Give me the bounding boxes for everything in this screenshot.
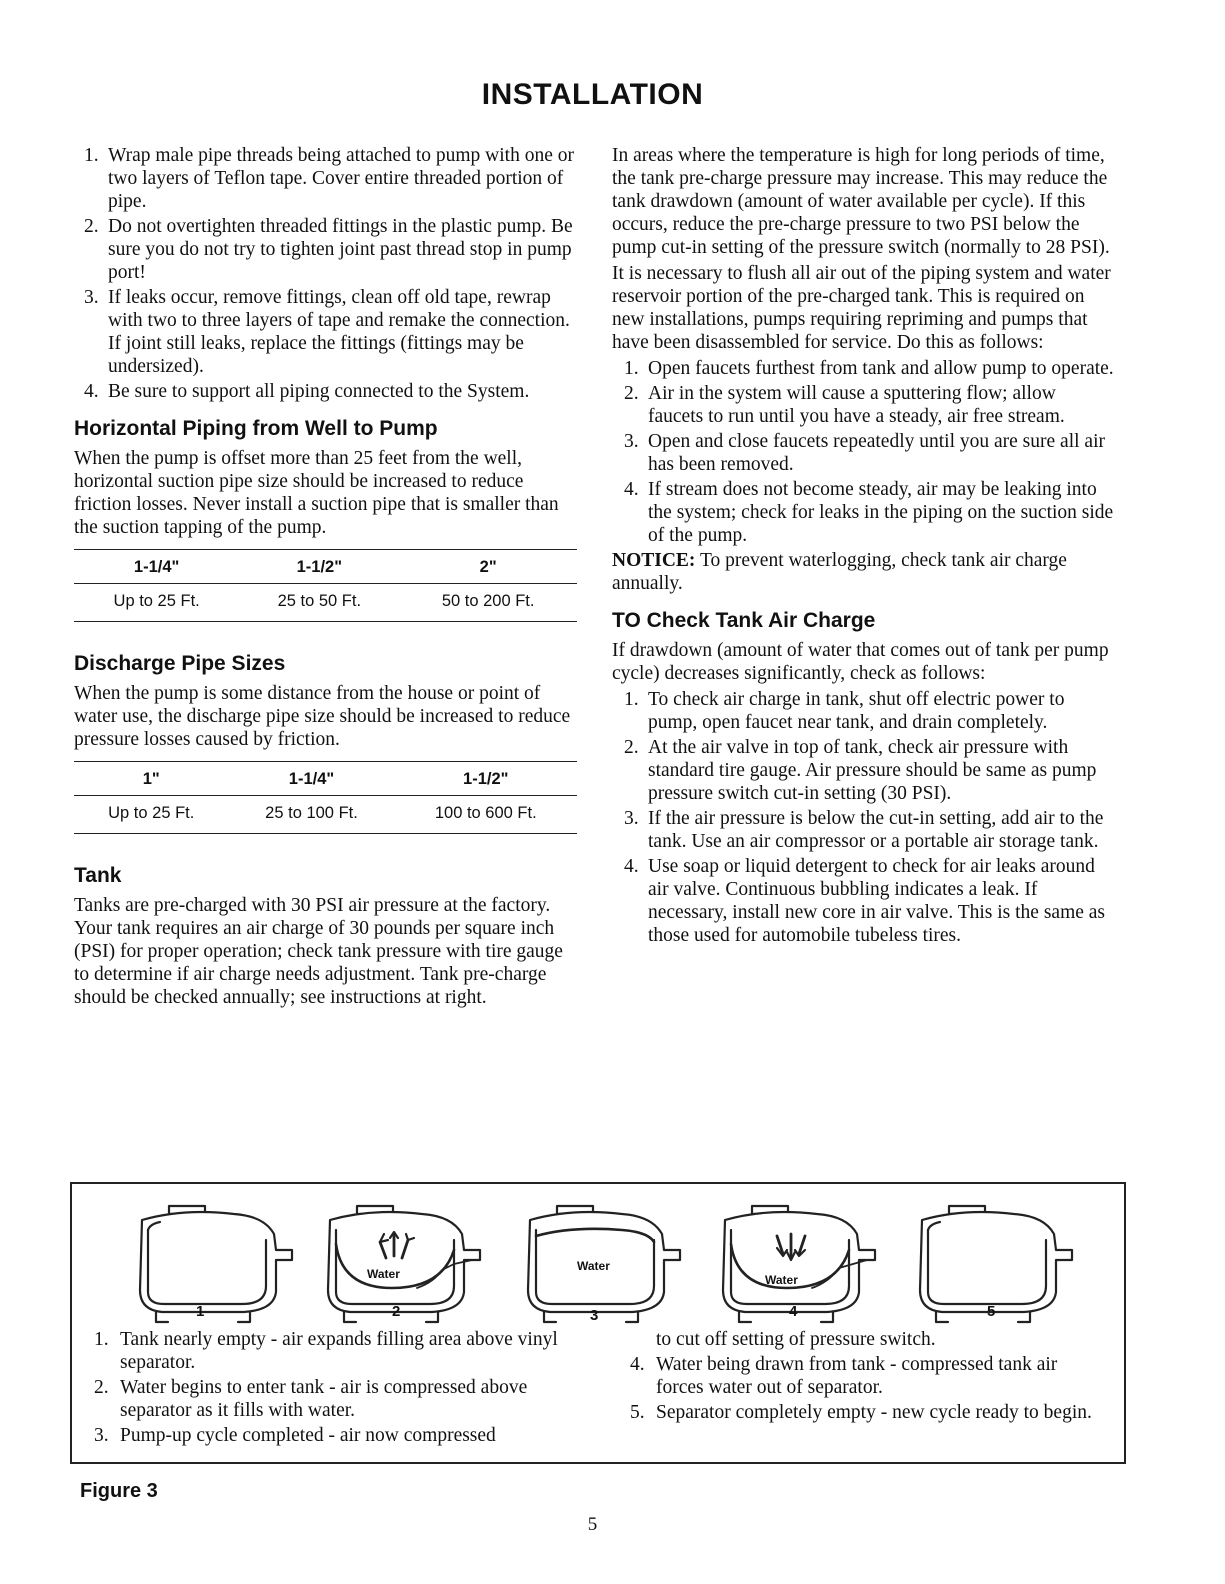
tank-number: 1 (196, 1303, 205, 1320)
list-item: 4. Be sure to support all piping connected to the System. (84, 381, 530, 402)
table-header: 1-1/2" (395, 762, 577, 796)
notice-label: NOTICE: (612, 550, 696, 571)
table-cell: 25 to 100 Ft. (228, 796, 394, 834)
figure-caption-right (624, 1328, 1104, 1426)
discharge-heading: Discharge Pipe Sizes (74, 652, 286, 675)
water-label: Water (367, 1267, 400, 1281)
list-item: 3. Pump-up cycle completed - air now compressed (94, 1425, 496, 1446)
tank-4-drawing (723, 1206, 875, 1322)
tank-number: 5 (987, 1303, 996, 1320)
table-cell: 50 to 200 Ft. (399, 584, 577, 622)
list-item: 2. At the air valve in top of tank, check air pressure with standard tire gauge. Air pressure should be same as pump pressure switch cut-in setting (30 PSI). (624, 737, 1097, 804)
pipe-thread-list (74, 144, 577, 403)
list-item: 4. Use soap or liquid detergent to check for air leaks around air valve. Continuous bubbling indicates a leak. If necessary, install new core in air valve. This is the same as those used for automobile tubeless tires. (624, 856, 1106, 946)
figure-3-box (70, 1182, 1126, 1464)
page-title: INSTALLATION (481, 78, 704, 111)
temperature-paragraph: In areas where the temperature is high for long periods of time, the tank pre-charge pressure may increase. This may reduce the tank drawdown (amount of water available per cycle). If this occurs, reduce the pre-charge pressure to two PSI below the pump cut-in setting of the pressure switch (normally to 28 PSI). (612, 145, 1110, 258)
list-item: 2. Water begins to enter tank - air is compressed above separator as it fills with water. (94, 1377, 528, 1421)
check-air-list (612, 688, 1114, 947)
table-cell: 100 to 600 Ft. (395, 796, 577, 834)
figure-caption-left (88, 1328, 588, 1449)
table-header: 1" (74, 762, 228, 796)
table-header: 1-1/4" (228, 762, 394, 796)
horizontal-piping-body: When the pump is offset more than 25 feet from the well, horizontal suction pipe size should be increased to reduce friction losses. Never install a suction pipe that is smaller than the suction tapping of the pump. (74, 448, 559, 538)
table-header: 2" (399, 550, 577, 584)
table-header: 1-1/4" (74, 550, 239, 584)
table-cell: Up to 25 Ft. (74, 584, 239, 622)
table-cell: 25 to 50 Ft. (239, 584, 399, 622)
list-item: 5. Separator completely empty - new cycle ready to begin. (630, 1402, 1092, 1423)
tank-1-empty (140, 1206, 292, 1322)
list-item: 1. Wrap male pipe threads being attached to pump with one or two layers of Teflon tape. Cover entire threaded portion of pipe. (84, 145, 574, 212)
notice: NOTICE: To prevent waterlogging, check tank air charge annually. (612, 550, 1067, 594)
tank-2-filling (328, 1206, 480, 1322)
tank-number: 4 (789, 1303, 798, 1320)
list-item: 4. If stream does not become steady, air may be leaking into the system; check for leaks in the piping on the suction side of the pump. (624, 479, 1114, 546)
list-item: 3. If leaks occur, remove fittings, clean off old tape, rewrap with two to three layers of tape and remake the connection. If joint still leaks, replace the fittings (fittings may be undersized). (84, 287, 570, 377)
right-column (612, 144, 1114, 949)
tank-heading: Tank (74, 864, 122, 887)
list-item: 1. Tank nearly empty - air expands filling area above vinyl separator. (94, 1329, 558, 1373)
list-item: 3. Open and close faucets repeatedly until you are sure all air has been removed. (624, 431, 1105, 475)
list-item: 3. If the air pressure is below the cut-in setting, add air to the tank. Use an air compressor or a portable air storage tank. (624, 808, 1104, 852)
water-label: Water (765, 1273, 798, 1287)
horizontal-piping-heading: Horizontal Piping from Well to Pump (74, 417, 438, 440)
discharge-pipe-table (74, 761, 577, 834)
horizontal-pipe-table (74, 549, 577, 622)
page-number: 5 (587, 1514, 598, 1535)
list-item: 1. Open faucets furthest from tank and allow pump to operate. (624, 358, 1114, 379)
tank-number: 2 (392, 1303, 401, 1320)
list-item: 2. Air in the system will cause a sputtering flow; allow faucets to run until you have a steady, air free stream. (624, 383, 1065, 427)
table-cell: Up to 25 Ft. (74, 796, 228, 834)
list-item: 2. Do not overtighten threaded fittings in the plastic pump. Be sure you do not try to tighten joint past thread stop in pump port! (84, 216, 573, 283)
list-item: to cut off setting of pressure switch. (656, 1329, 936, 1350)
check-air-intro: If drawdown (amount of water that comes out of tank per pump cycle) decreases significantly, check as follows: (612, 640, 1109, 684)
flush-list (612, 357, 1114, 547)
tank-number: 3 (590, 1307, 599, 1324)
figure-label: Figure 3 (80, 1480, 158, 1502)
flush-paragraph: It is necessary to flush all air out of the piping system and water reservoir portion of the pre-charged tank. This is required on new installations, pumps requiring repriming and pumps that have been disassembled for service. Do this as follows: (612, 263, 1111, 353)
discharge-body: When the pump is some distance from the house or point of water use, the discharge pipe size should be increased to reduce pressure losses caused by friction. (74, 683, 571, 750)
list-item: 1. To check air charge in tank, shut off electric power to pump, open faucet near tank, and drain completely. (624, 689, 1065, 733)
tank-5-empty (920, 1206, 1072, 1322)
check-air-heading: TO Check Tank Air Charge (612, 609, 876, 632)
tank-body: Tanks are pre-charged with 30 PSI air pressure at the factory. Your tank requires an air charge of 30 pounds per square inch (PSI) for proper operation; check tank pressure with tire gauge to determine if air charge needs adjustment. Tank pre-charge should be checked annually; see instructions at right. (74, 895, 563, 1008)
table-header: 1-1/2" (239, 550, 399, 584)
left-column (74, 144, 577, 1012)
list-item: 4. Water being drawn from tank - compressed tank air forces water out of separator. (630, 1354, 1058, 1398)
water-label: Water (577, 1259, 610, 1273)
